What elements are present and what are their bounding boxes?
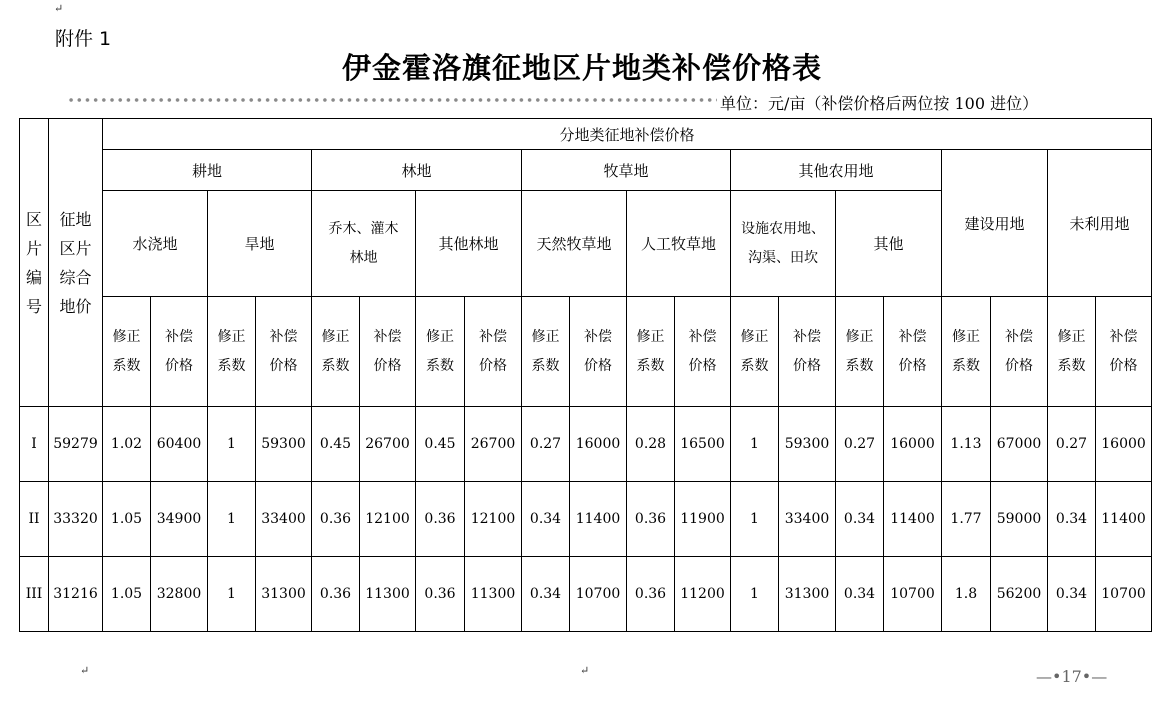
price-cell: 31300 (256, 557, 312, 632)
coef-cell: 1 (208, 557, 256, 632)
paragraph-mark: ↵ (80, 664, 90, 677)
coef-cell: 1 (208, 482, 256, 557)
coef-label: 修正系数 (312, 297, 360, 407)
coef-cell: 0.34 (836, 557, 884, 632)
price-cell: 56200 (991, 557, 1048, 632)
category-forest: 林地 (312, 150, 522, 191)
coef-cell: 0.34 (836, 482, 884, 557)
price-label: 补偿价格 (884, 297, 942, 407)
price-label: 补偿价格 (779, 297, 836, 407)
coef-cell: 0.27 (836, 407, 884, 482)
price-cell: 34900 (151, 482, 208, 557)
price-cell: 11400 (1096, 482, 1152, 557)
coef-label: 修正系数 (836, 297, 884, 407)
price-cell: 26700 (360, 407, 416, 482)
price-cell: 59000 (991, 482, 1048, 557)
price-cell: 12100 (465, 482, 522, 557)
coef-label: 修正系数 (731, 297, 779, 407)
price-label: 补偿价格 (1096, 297, 1152, 407)
price-label: 补偿价格 (991, 297, 1048, 407)
coef-cell: 1.77 (942, 482, 991, 557)
coef-cell: 0.27 (522, 407, 570, 482)
category-unused: 未利用地 (1048, 150, 1152, 297)
table-row (20, 482, 1152, 557)
zone-cell: I (20, 407, 49, 482)
paragraph-mark: ↵ (580, 664, 590, 677)
table-row (20, 557, 1152, 632)
price-cell: 11300 (465, 557, 522, 632)
coef-cell: 1 (731, 482, 779, 557)
price-cell: 11400 (884, 482, 942, 557)
category-cultivated: 耕地 (103, 150, 312, 191)
price-label: 补偿价格 (360, 297, 416, 407)
coef-cell: 0.27 (1048, 407, 1096, 482)
composite-price-cell: 59279 (49, 407, 103, 482)
coef-cell: 1 (208, 407, 256, 482)
subcategory-artificial-grass: 人工牧草地 (627, 191, 731, 297)
header-group: 分地类征地补偿价格 (103, 119, 1152, 150)
subcategory-irrigated: 水浇地 (103, 191, 208, 297)
price-label: 补偿价格 (256, 297, 312, 407)
price-cell: 67000 (991, 407, 1048, 482)
coef-cell: 0.45 (416, 407, 465, 482)
coef-cell: 0.34 (522, 557, 570, 632)
coef-cell: 0.45 (312, 407, 360, 482)
price-cell: 59300 (779, 407, 836, 482)
coef-cell: 0.36 (416, 482, 465, 557)
coef-cell: 1.02 (103, 407, 151, 482)
zone-cell: II (20, 482, 49, 557)
price-cell: 11300 (360, 557, 416, 632)
coef-cell: 1 (731, 407, 779, 482)
dotted-leader (67, 95, 717, 105)
coef-label: 修正系数 (522, 297, 570, 407)
coef-label: 修正系数 (103, 297, 151, 407)
price-label: 补偿价格 (151, 297, 208, 407)
price-cell: 11200 (675, 557, 731, 632)
header-zone: 区片编号 (20, 119, 49, 407)
price-cell: 11900 (675, 482, 731, 557)
coef-label: 修正系数 (942, 297, 991, 407)
coef-label: 修正系数 (416, 297, 465, 407)
coef-cell: 0.34 (1048, 482, 1096, 557)
price-cell: 10700 (884, 557, 942, 632)
page-number: —•17•— (1036, 667, 1108, 686)
price-cell: 33400 (779, 482, 836, 557)
subcategory-natural-grass: 天然牧草地 (522, 191, 627, 297)
table-row (20, 407, 1152, 482)
price-cell: 33400 (256, 482, 312, 557)
subcategory-dryland: 旱地 (208, 191, 312, 297)
price-label: 补偿价格 (465, 297, 522, 407)
coef-cell: 0.34 (1048, 557, 1096, 632)
attachment-label: 附件 1 (55, 28, 112, 50)
zone-cell: III (20, 557, 49, 632)
coef-label: 修正系数 (208, 297, 256, 407)
price-cell: 16000 (1096, 407, 1152, 482)
unit-note: 单位：元/亩（补偿价格后两位按 100 进位） (720, 94, 1039, 113)
category-other-agri: 其他农用地 (731, 150, 942, 191)
price-label: 补偿价格 (675, 297, 731, 407)
coef-cell: 1.05 (103, 557, 151, 632)
price-cell: 32800 (151, 557, 208, 632)
category-construction: 建设用地 (942, 150, 1048, 297)
coef-cell: 0.36 (627, 557, 675, 632)
coef-cell: 0.36 (312, 557, 360, 632)
price-cell: 10700 (1096, 557, 1152, 632)
coef-cell: 0.28 (627, 407, 675, 482)
price-cell: 60400 (151, 407, 208, 482)
coef-cell: 0.36 (416, 557, 465, 632)
composite-price-cell: 31216 (49, 557, 103, 632)
coef-cell: 1.05 (103, 482, 151, 557)
coef-cell: 1 (731, 557, 779, 632)
header-composite-price: 征地区片综合地价 (49, 119, 103, 407)
price-cell: 31300 (779, 557, 836, 632)
price-label: 补偿价格 (570, 297, 627, 407)
coef-cell: 0.34 (522, 482, 570, 557)
page-title: 伊金霍洛旗征地区片地类补偿价格表 (341, 51, 822, 85)
coef-cell: 1.13 (942, 407, 991, 482)
compensation-table (19, 118, 1152, 632)
price-cell: 16000 (570, 407, 627, 482)
subcategory-other-forest: 其他林地 (416, 191, 522, 297)
paragraph-mark: ↵ (54, 2, 64, 15)
subcategory-facility-land: 设施农用地、沟渠、田坎 (731, 191, 836, 297)
price-cell: 10700 (570, 557, 627, 632)
subcategory-other: 其他 (836, 191, 942, 297)
subcategory-arbor-shrub: 乔木、灌木林地 (312, 191, 416, 297)
price-cell: 16500 (675, 407, 731, 482)
coef-label: 修正系数 (1048, 297, 1096, 407)
category-grassland: 牧草地 (522, 150, 731, 191)
coef-label: 修正系数 (627, 297, 675, 407)
price-cell: 12100 (360, 482, 416, 557)
coef-cell: 0.36 (627, 482, 675, 557)
coef-cell: 0.36 (312, 482, 360, 557)
price-cell: 16000 (884, 407, 942, 482)
price-cell: 59300 (256, 407, 312, 482)
coef-cell: 1.8 (942, 557, 991, 632)
price-cell: 26700 (465, 407, 522, 482)
price-cell: 11400 (570, 482, 627, 557)
composite-price-cell: 33320 (49, 482, 103, 557)
